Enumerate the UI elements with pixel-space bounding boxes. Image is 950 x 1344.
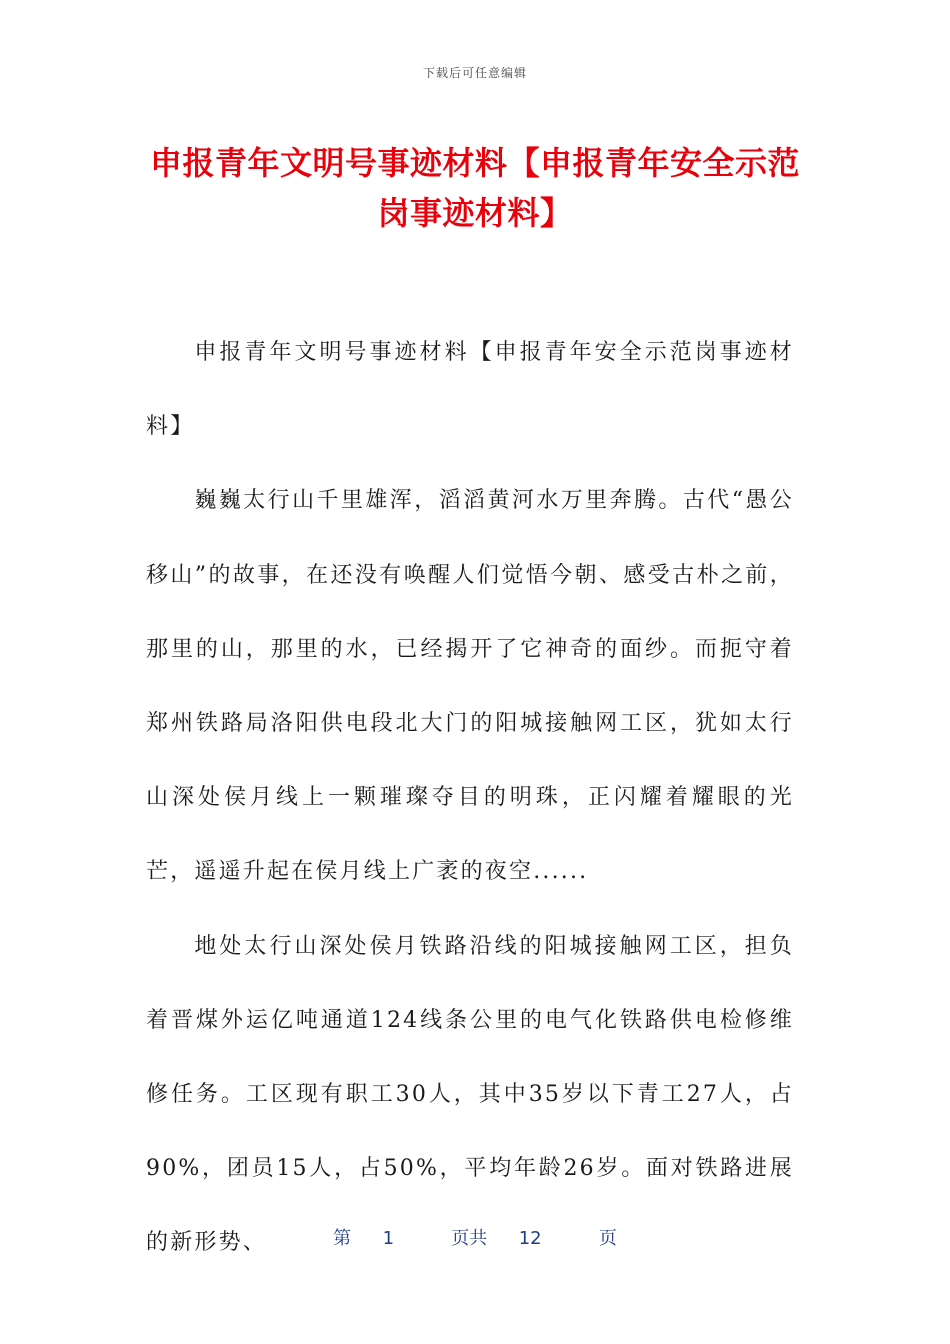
- page-footer: [0, 1224, 950, 1250]
- body-paragraph: 地处太行山深处侯月铁路沿线的阳城接触网工区，担负着晋煤外运亿吨通道124线条公里的电气化铁路供电检修维修任务。工区现有职工30人，其中35岁以下青工27人，占90%，团员15人，占50%，平均年龄26岁。面对铁路进展的新形势、: [146, 933, 794, 1256]
- footer-total-pages: 12: [518, 1228, 542, 1249]
- body-paragraph: 申报青年文明号事迹材料【申报青年安全示范岗事迹材料】: [146, 340, 794, 440]
- footer-middle: 页共: [451, 1228, 488, 1249]
- body-paragraph: 巍巍太行山千里雄浑，滔滔黄河水万里奔腾。古代“愚公移山”的故事，在还没有唤醒人们觉悟今朝、感受古朴之前，那里的山，那里的水，已经揭开了它神奇的面纱。而扼守着郑州铁路局洛阳供电段北大门的阳城接触网工区，犹如太行山深处侯月线上一颗璀璨夺目的明珠，正闪耀着耀眼的光芒，遥遥升起在侯月线上广袤的夜空......: [146, 488, 794, 885]
- header-note: 下载后可任意编辑: [422, 66, 527, 80]
- document-title: 申报青年文明号事迹材料【申报青年安全示范岗事迹材料】: [149, 144, 800, 232]
- document-body: [146, 316, 794, 1281]
- footer-page-number: 1: [382, 1228, 395, 1249]
- footer-suffix: 页: [598, 1228, 617, 1249]
- footer-prefix: 第: [333, 1228, 352, 1249]
